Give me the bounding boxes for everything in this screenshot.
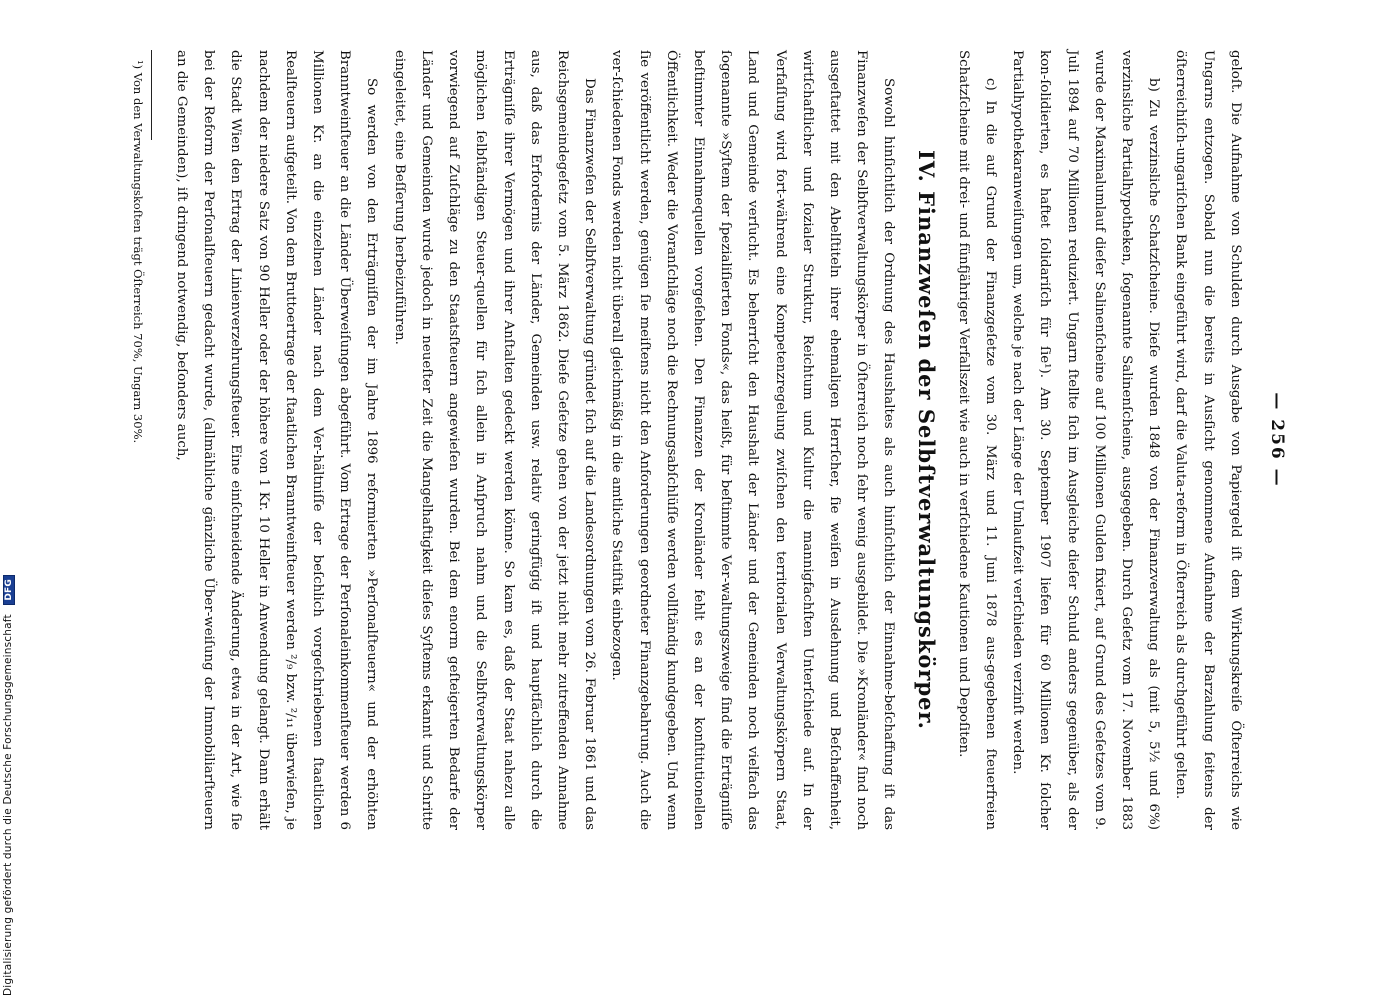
digitization-credit	[0, 0, 16, 1000]
paragraph: Das Finanzweſen der Selbſtverwaltung gründet ſich auf die Landesordnungen vom 26. Februar 1861 und das Reichsgemeindegeſetz vom 5. März 1862. Dieſe Geſetze gehen von der jetzt nicht mehr zutreffenden Annahme aus, daß das Erfordernis der Länder, Gemeinden usw. relativ geringfügig iſt und hauptſächlich durch die Erträgniſſe ihrer Vermögen und ihrer Anſtalten gedeckt werden könne. So kam es, daß der Staat nahezu alle möglichen ſelbſtändigen Steuer‑quellen für ſich allein in Anſpruch nahm und die Selbſtverwaltungskörper vorwiegend auf Zuſchläge zu den Staatsſteuern angewieſen wurden. Bei dem enorm geſteigerten Bedarfe der Länder und Gemeinden wurde jedoch in neueſter Zeit die Mangelhaftigkeit dieſes Syſtems erkannt und Schritte eingeleitet, eine Beſſerung herbeizuführen.	[391, 50, 598, 830]
credit-line	[2, 575, 15, 996]
paragraph: geloſt. Die Aufnahme von Schulden durch Ausgabe von Papiergeld iſt dem Wirkungskreiſe Öſterreichs wie Ungarns entzogen. Sobald nun die bereits in Ausſicht genommene Aufnahme der Barzahlung ſeitens der öſterreichiſch‑ungariſchen Bank eingeführt wird, darf die Valuta‑reform in Öſterreich als durchgeführt gelten.	[1173, 50, 1243, 830]
dfg-logo: DFG	[3, 575, 15, 605]
paragraph: c) In die auf Grund der Finanzgeſetze vom 30. März und 11. Juni 1878 aus‑gegebenen ſteuerfreien Schatzſcheine mit drei‑ und fünfjähriger Verfallszeit wie auch in verſchiedene Kautionen und Depoſiten.	[955, 50, 998, 830]
footnote-divider	[151, 50, 152, 140]
paragraph: b) Zu verzinsliche Schatzſcheine. Dieſe wurden 1848 von der Finanzverwaltung als (mit 5, 5½ und 6%) verzinsliche Partialhypotheken, ſogenannte Salinenſcheine, ausgegeben. Durch Geſetz vom 17. November 1883 wurde der Maximalumlauf dieſer Salinenſcheine auf 100 Millionen Gulden fixiert, auf Grund des Geſetzes vom 9. Juli 1894 auf 70 Millionen reduziert. Ungarn ſtellte ſich im Ausgleiche dieſer Schuld anders gegenüber, als der kon‑ſolidierten, es haftet ſolidariſch für ſie¹). Am 30. September 1907 liefen für 60 Millionen Kr. ſolcher Partialhypothekaranweiſungen um, welche je nach der Länge der Umlaufzeit verſchieden verzinſt werden.	[1010, 50, 1162, 830]
section-heading: IV. Finanzweſen der Selbſtverwaltungskörper.	[913, 150, 939, 730]
credit-text: Digitalisierung gefördert durch die Deutsche Forschungsgemeinschaft	[2, 614, 14, 996]
page-number: — 256 —	[1267, 392, 1287, 488]
rotated-scanned-page	[130, 50, 1290, 830]
paragraph: So werden von den Erträgniſſen der im Jahre 1896 reformierten »Perſonalſteuern« und der erhöhten Branntweinſteuer an die Länder Überweiſungen abgeführt. Vom Ertrage der Perſonaleinkommenſteuer werden 6 Millionen Kr. an die einzelnen Länder nach dem Ver‑hältniſſe der beſchlich vorgeſchriebenen ſtaatlichen Realſteuern aufgeteilt. Von dem Bruttoertrage der ſtaatlichen Branntweinſteuer werden ²/₉ bzw. ²/₁₁ überwieſen, je nachdem der niedere Satz von 90 Heller oder der höhere von 1 Kr. 10 Heller in Anwendung gelangt. Dann erhält die Stadt Wien den Ertrag der Linienverzehrungsſteuer. Eine einſchneidende Änderung, etwa in der Art, wie ſie bei der Reform der Perſonalſteuern gedacht wurde, (allmähliche gänzliche Über‑weiſung der Immobiliarſteuern an die Gemeinden), iſt dringend notwendig, beſonders auch,	[174, 50, 380, 830]
paragraph: Sowohl hinſichtlich der Ordnung des Haushaltes als auch hinſichtlich der Einnahme‑beſchaffung iſt das Finanzweſen der Selbſtverwaltungskörper in Öſterreich noch ſehr wenig ausgebildet. Die »Kronländer« ſind noch ausgeſtattet mit den Abelſtiteln ihrer ehemaligen Herrſcher, ſie weiſen in Ausdehnung und Beſchaffenheit, wirtſchaftlicher und ſozialer Struktur, Reichtum und Kultur die mannigfachſten Unterſchiede auf. In der Verfaſſung wird fort‑während eine Kompetenzregelung zwiſchen den territorialen Verwaltungskörpern Staat, Land und Gemeinde verſucht. Es beherrſcht den Haushalt der Länder und der Gemeinden noch vielfach das ſogenannte »Syſtem der ſpezialiſierten Fonds«, das heißt, für beſtimmte Ver‑waltungszweige ſind die Erträgniſſe beſtimmter Einnahmequellen vorgeſehen. Den Finanzen der Kronländer fehlt es an der konſtitutionellen Öffentlichkeit. Weder die Voranſchläge noch die Rechnungsabſchlüſſe werden vollſtändig kundgegeben. Und wenn ſie veröffentlicht werden, genügen ſie meiſtens nicht den Anforderungen geordneter Finanzgebahrung. Auch die ver‑ſchiedenen Fonds werden nicht überall gleichmäßig in die amtliche Statiſtik einbezogen.	[609, 50, 897, 830]
footnote: ¹) Von den Verwaltungskoſten trägt Öſterreich 70%, Ungarn 30%.	[130, 60, 145, 444]
